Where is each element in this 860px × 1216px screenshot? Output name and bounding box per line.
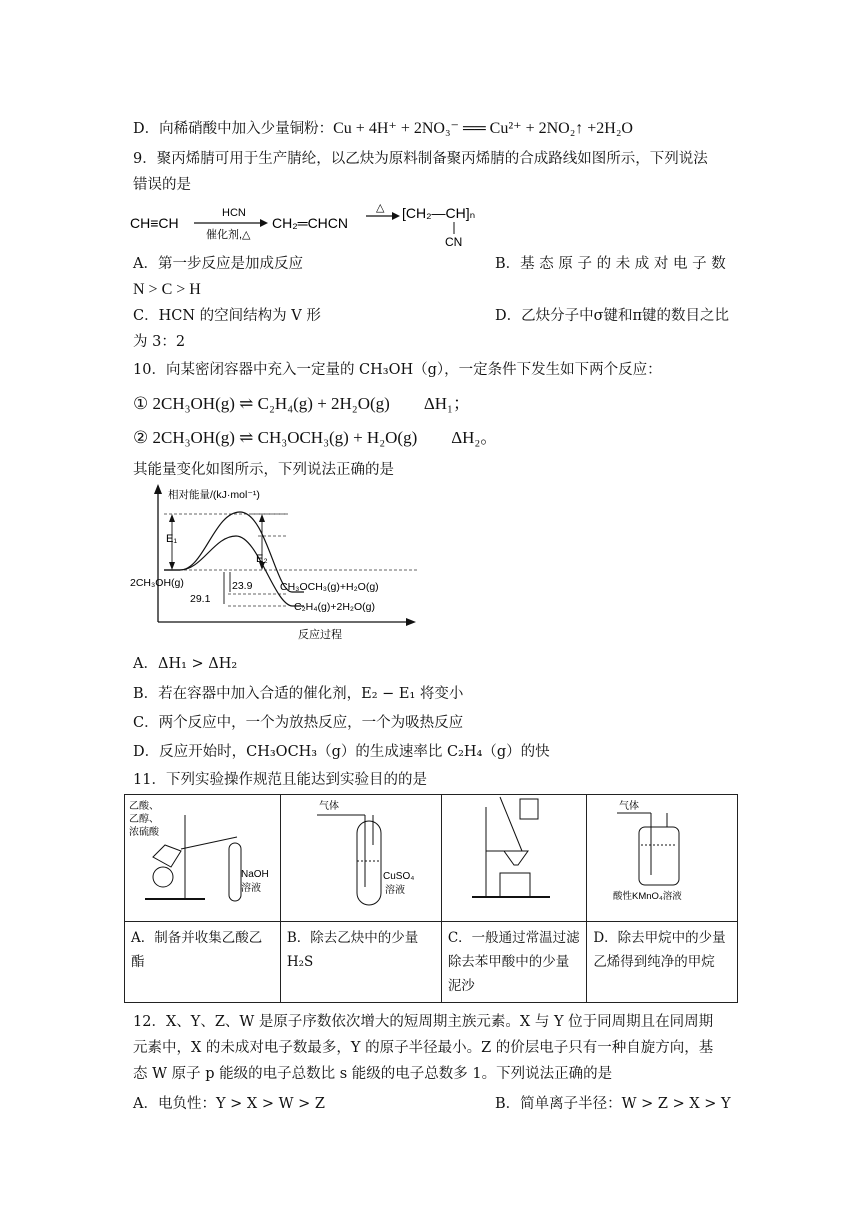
q10-option-d: D．反应开始时，CH₃OCH₃（g）的生成速率比 C₂H₄（g）的快 [133,744,550,760]
apparatus-a-label-1: 乙酸、 [129,801,159,812]
q11-cell-a: A．制备并收集乙酸乙酯 [125,922,281,1003]
apparatus-d-kmno4: 酸性KMnO₄溶液 [613,891,683,902]
q11-cell-b: B．除去乙炔中的少量 H₂S [280,922,441,1003]
q8-option-d-text: D．向稀硝酸中加入少量铜粉： [133,121,334,137]
scheme-reagent-top: HCN [222,207,246,219]
q10-reaction2: ② 2CH₃OH(g) ⇌ CH₃OCH₃(g) + H₂O(g) ΔH₂。 [133,428,498,447]
energy-e2: E₂ [256,553,268,565]
apparatus-a-label-2: 乙醇、 [129,814,159,825]
q10-energy-diagram [128,482,428,642]
q9-synthesis-scheme [128,196,478,248]
q11-cell-c: C．一般通过常温过滤除去苯甲酸中的少量泥沙 [441,922,587,1003]
q11-experiment-table [124,794,738,1003]
energy-xlabel: 反应过程 [298,629,342,641]
q10-stem2: 其能量变化如图所示，下列说法正确的是 [133,462,394,478]
apparatus-c-image [442,795,582,913]
apparatus-b-soln: 溶液 [384,885,405,896]
energy-ylabel: 相对能量/(kJ·mol⁻¹) [168,489,260,501]
scheme-reagent-bottom: 催化剂,△ [206,229,251,241]
q8-option-d-equation: Cu + 4H⁺ + 2NO₃⁻ ══ Cu²⁺ + 2NO₂↑ +2H₂O [333,120,633,137]
q12-option-b: B．简单离子半径：W > Z > X > Y [495,1096,731,1112]
q12-line1: 12．X、Y、Z、W 是原子序数依次增大的短周期主族元素。X 与 Y 位于同周期且在同周期 [133,1014,714,1030]
apparatus-a-soln: 溶液 [241,883,261,894]
energy-e1: E₁ [166,533,178,545]
q9-option-a: A．第一步反应是加成反应 [133,256,303,272]
q9-stem-line2: 错误的是 [133,177,191,193]
energy-start-label: 2CH₃OH(g) [130,577,184,589]
q8-option-d [133,119,633,139]
scheme-substituent: CN [445,235,463,248]
q9-option-c: C．HCN 的空间结构为 V 形 [133,308,321,324]
q11-pic-c-cell [441,795,587,922]
q9-option-b-line2: N > C > H [133,281,201,298]
apparatus-d-image [587,795,732,913]
scheme-intermediate: CH₂═CHCN [272,215,349,231]
q10-option-c: C．两个反应中，一个为放热反应，一个为吸热反应 [133,715,464,731]
q11-pic-d-cell [587,795,738,922]
q9-option-b-line1: B．基 态 原 子 的 未 成 对 电 子 数 [495,256,726,272]
apparatus-b-cuso4: CuSO₄ [382,871,415,882]
q11-pic-a-cell [125,795,281,922]
scheme-polymer: [CH₂—CH]ₙ [402,205,476,221]
q10-stem: 10．向某密闭容器中充入一定量的 CH₃OH（g），一定条件下发生如下两个反应： [133,362,662,378]
apparatus-a-image [125,795,275,913]
apparatus-a-naoh: NaOH [241,869,269,880]
q12-line3: 态 W 原子 p 能级的电子总数比 s 能级的电子总数多 1。下列说法正确的是 [133,1066,613,1082]
apparatus-b-image [281,795,436,913]
apparatus-d-gas: 气体 [619,801,640,812]
q9-stem-line1: 9．聚丙烯腈可用于生产腈纶，以乙炔为原料制备聚丙烯腈的合成路线如图所示，下列说法 [133,151,708,167]
energy-product-1: CH₃OCH₃(g)+H₂O(g) [280,581,379,593]
q11-pic-b-cell [280,795,441,922]
apparatus-b-gas: 气体 [318,801,339,812]
scheme-reactant: CH≡CH [130,215,179,231]
q10-option-a: A．ΔH₁ > ΔH₂ [133,656,238,672]
energy-value-291: 29.1 [190,593,211,605]
q12-line2: 元素中，X 的未成对电子数最多，Y 的原子半径最小。Z 的价层电子只有一种自旋方向，基 [133,1040,714,1056]
scheme-step2-top: △ [376,202,385,214]
q10-option-b: B．若在容器中加入合适的催化剂，E₂ − E₁ 将变小 [133,686,464,702]
q12-option-a: A．电负性：Y > X > W > Z [133,1096,325,1112]
q9-option-d-line2: 为 3：2 [133,334,186,350]
apparatus-a-label-3: 浓硫酸 [129,827,159,838]
q9-option-d-line1: D．乙炔分子中σ键和π键的数目之比 [495,308,730,324]
q11-stem: 11．下列实验操作规范且能达到实验目的的是 [133,772,427,788]
q10-reaction1: ① 2CH₃OH(g) ⇌ C₂H₄(g) + 2H₂O(g) ΔH₁； [133,394,470,413]
energy-product-2: C₂H₄(g)+2H₂O(g) [294,601,375,613]
q11-cell-d: D．除去甲烷中的少量乙烯得到纯净的甲烷 [587,922,738,1003]
energy-value-239: 23.9 [232,580,253,592]
